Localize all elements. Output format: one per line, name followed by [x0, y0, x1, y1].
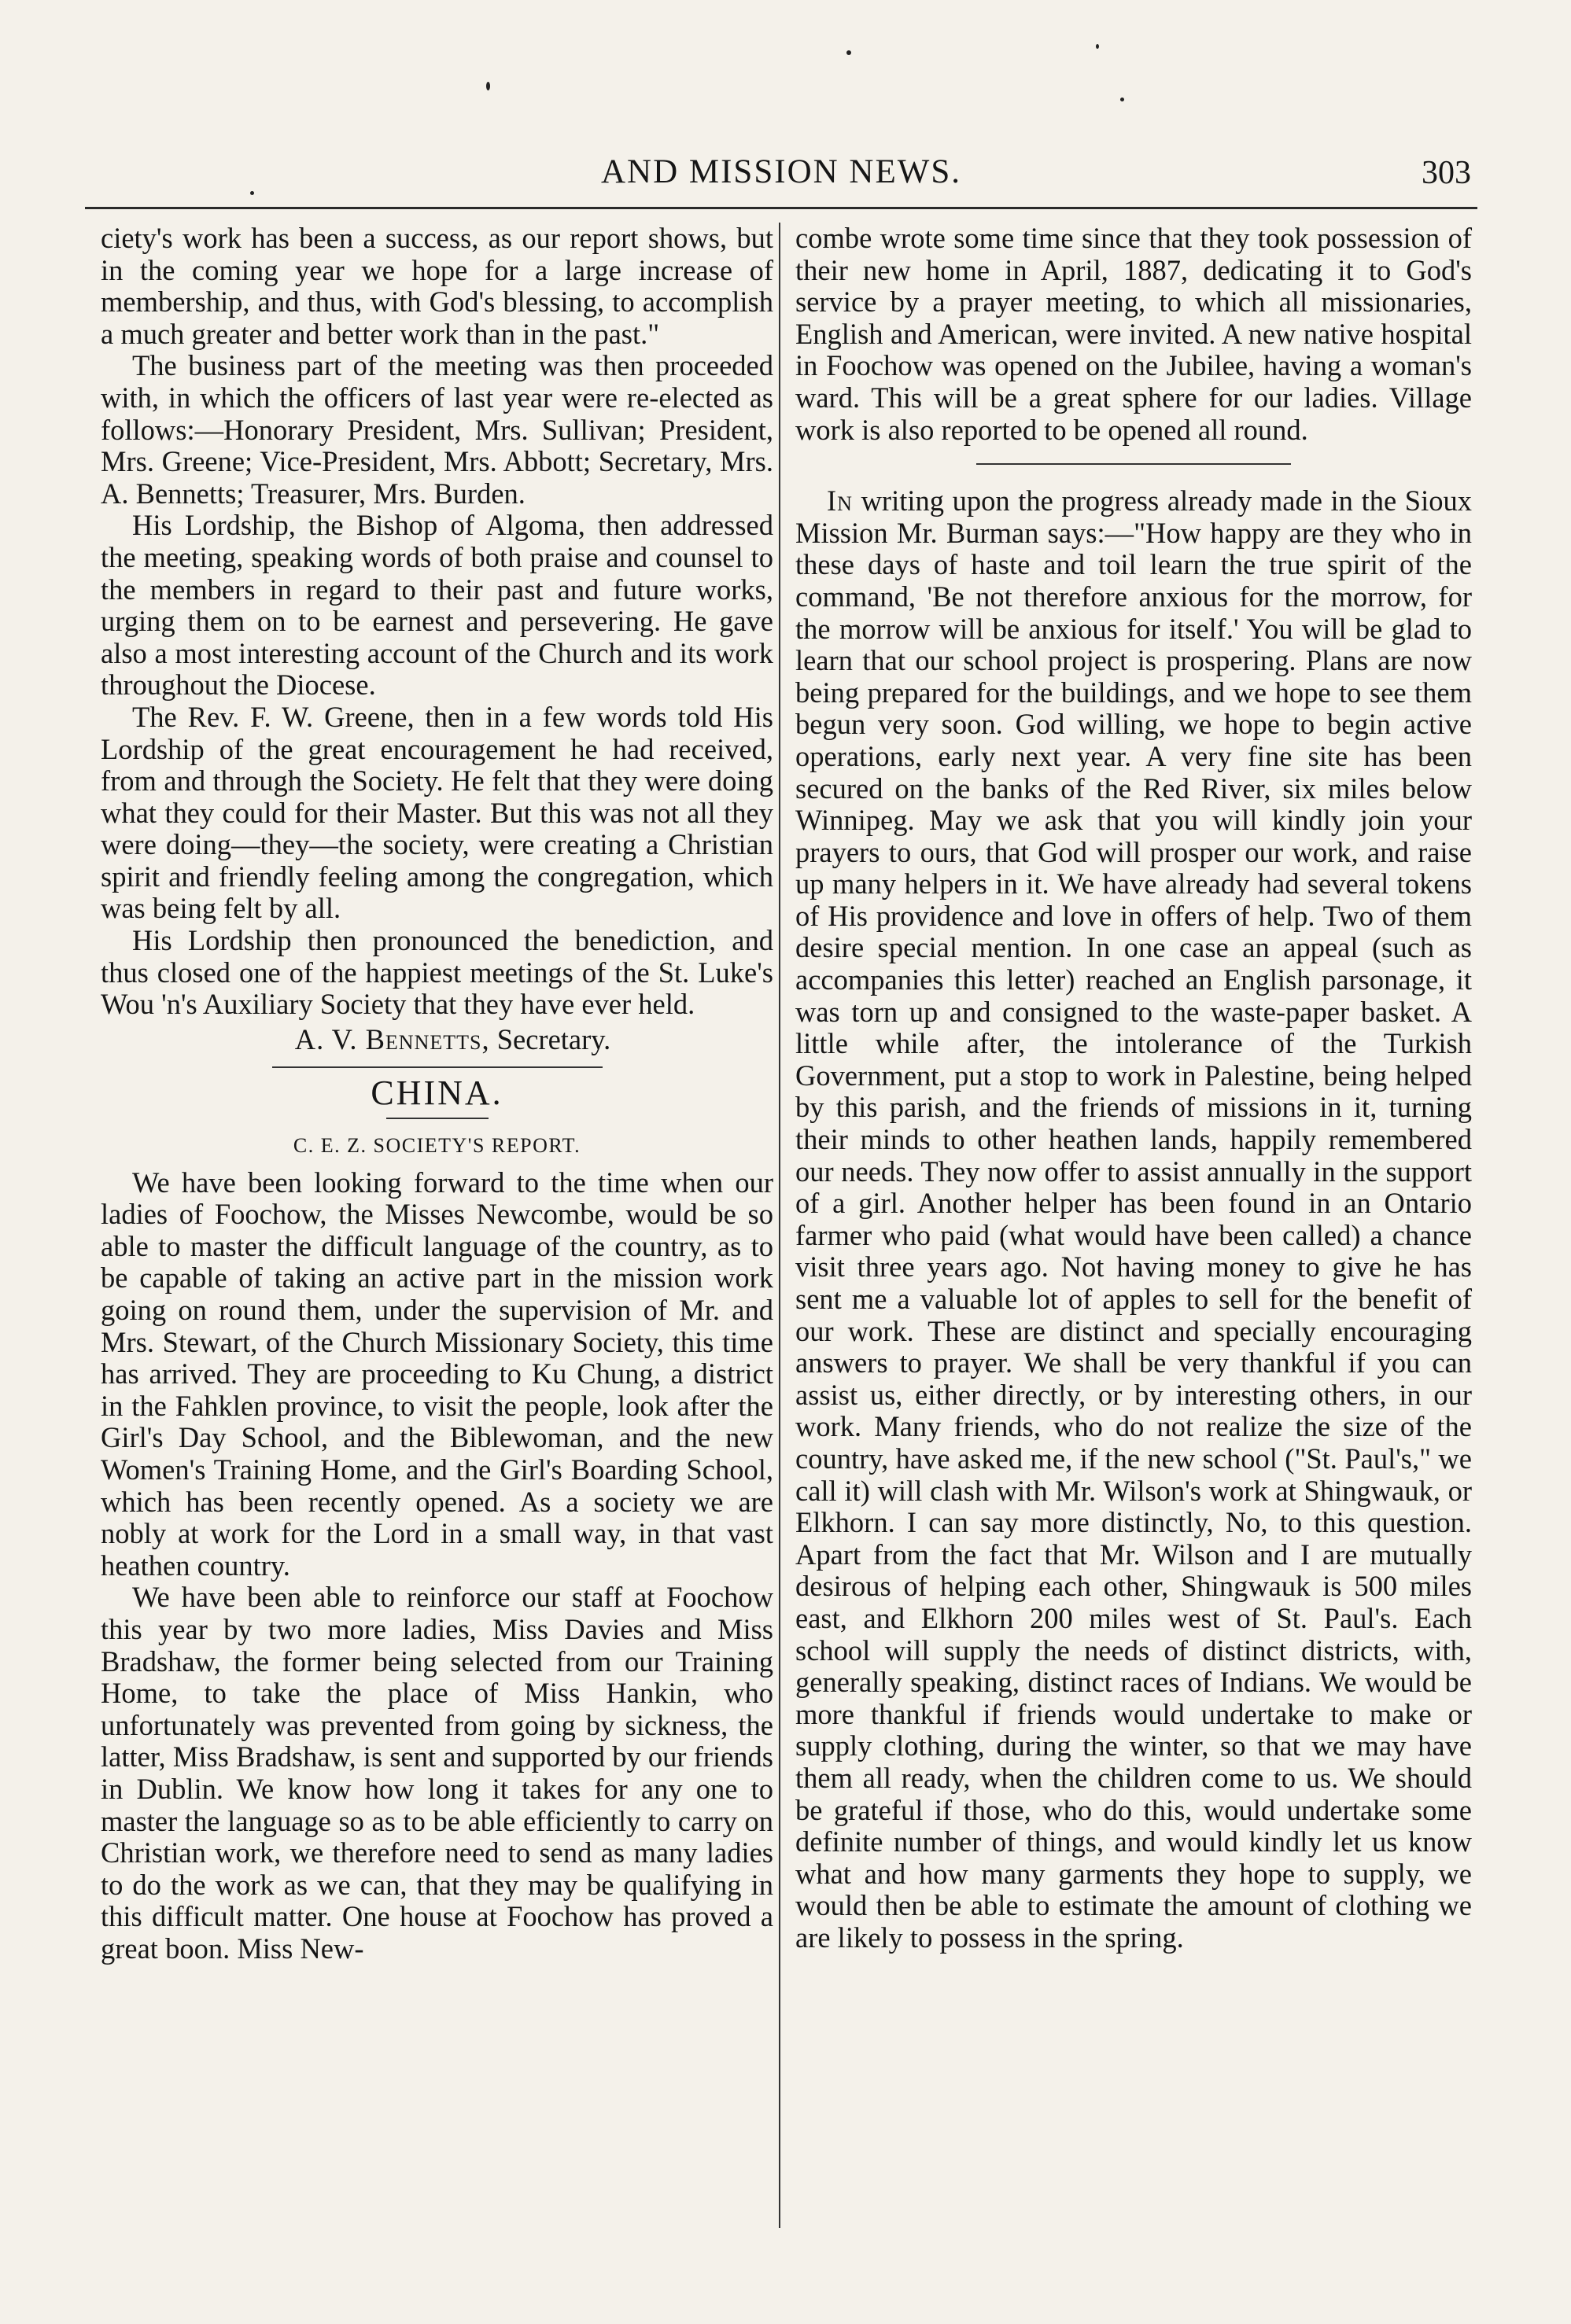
paragraph: combe wrote some time since that they took possession of their new home in April, 1887, dedicating it to God's service by a prayer meeting, to which all missionaries, English and American, were invited. A new native hospital in Foochow was opened on the Jubilee, having a woman's ward. This will be a great sphere for our ladies. Village work is also reported to be opened all round.	[795, 222, 1472, 446]
page-header	[85, 148, 1477, 195]
drop-initial: In	[827, 484, 853, 517]
paragraph: His Lordship then pronounced the benediction, and thus closed one of the happiest meetings of the St. Luke's Wou 'n's Auxiliary Society that they have ever held.	[101, 924, 773, 1021]
print-speck	[846, 50, 851, 55]
print-speck	[1096, 44, 1099, 49]
section-heading: CHINA.	[371, 1074, 503, 1113]
signature-name: A. V. Bennetts,	[294, 1022, 490, 1055]
page-number: 303	[1422, 155, 1471, 191]
paragraph: We have been looking forward to the time when our ladies of Foochow, the Misses Newcombe, would be so able to master the difficult language of the country, as to be capable of taking an active part in the mission work going on round them, under the supervision of Mr. and Mrs. Stewart, of the Church Missionary Society, this time has arrived. They are proceeding to Ku Chung, a district in the Fahklen province, to visit the people, look after the Girl's Day School, and the Biblewoman, and the new Women's Training Home, and the Girl's Boarding School, which has been recently opened. As a society we are nobly at work for the Lord in a small way, in that vast heathen country.	[101, 1166, 773, 1582]
right-column	[795, 223, 1472, 1954]
paragraph: His Lordship, the Bishop of Algoma, then addressed the meeting, speaking words of both praise and counsel to the members in regard to their past and future works, urging them on to be earnest and persevering. He gave also a most interesting account of the Church and its work throughout the Diocese.	[101, 509, 773, 702]
paragraph: The Rev. F. W. Greene, then in a few words told His Lordship of the great encouragement he had received, from and through the Society. He felt that they were doing what they could for their Master. But this was not all they were doing—they—the society, were creating a Christian spirit and friendly feeling among the congregation, which was being felt by all.	[101, 700, 773, 925]
signature	[132, 1024, 773, 1056]
section-divider	[976, 463, 1291, 465]
paragraph: We have been able to reinforce our staff at Foochow this year by two more ladies, Miss Davies and Miss Bradshaw, the former being selected from our Training Home, to take the place of Miss Hankin, who unfortunately was prevented from going by sickness, the latter, Miss Bradshaw, is sent and supported by our friends in Dublin. We know how long it takes for any one to master the language so as to be able efficiently to carry on Christian work, we therefore need to send as many ladies to do the work as we can, that they may be qualifying in this difficult matter. One house at Foochow has proved a great boon. Miss New-	[101, 1581, 773, 1965]
print-speck	[1120, 98, 1124, 101]
heading-underline	[386, 1118, 489, 1119]
paragraph: ciety's work has been a success, as our report shows, but in the coming year we hope for a large increase of membership, and thus, with God's blessing, to accomplish a much greater and better work than in the past."	[101, 222, 773, 350]
paragraph-text: writing upon the progress already made in the Sioux Mission Mr. Burman says:—"How happy are they who in these days of haste and toil learn the true spirit of the command, 'Be not therefore anxious for the morrow, for the morrow will be anxious for itself.' You will be glad to learn that our school project is prospering. Plans are now being prepared for the buildings, and we hope to see them begun very soon. God willing, we hope to begin active operations, early next year. A very fine site has been secured on the banks of the Red River, six miles below Winnipeg. May we ask that you will kindly join your prayers to ours, that God will prosper our work, and raise up many helpers in it. We have already had several tokens of His providence and love in offers of help. Two of them desire special mention. In one case an appeal (such as accompanies this letter) reached an English parsonage, it was torn up and consigned to the waste-paper basket. A little while after, the intolerance of the Turkish Government, put a stop to work in Palestine, being helped by this parish, and the friends of missions in it, turning their minds to other heathen lands, happily remembered our needs. They now offer to assist annually in the support of a girl. Another helper has been found in an Ontario farmer who paid (what would have been called) a chance visit three years ago. Not having money to give he has sent me a valuable lot of apples to sell for the benefit of our work. These are distinct and specially encouraging answers to prayer. We shall be very thankful if you can assist us, either directly, or by interesting others, in our work. Many friends, who do not realize the size of the country, have asked me, if the new school ("St. Paul's," we call it) will clash with Mr. Wilson's work at Shingwauk, or Elkhorn. I can say more distinctly, No, to this question. Apart from the fact that Mr. Wilson and I are mutually desirous of helping each other, Shingwauk is 500 miles east, and Elkhorn 200 miles west of St. Paul's. Each school will supply the needs of distinct districts, with, generally speaking, distinct races of Indians. We would be more thankful if friends would undertake to make or supply clothing, during the winter, so that we may have them all ready, when the children come to us. We should be grateful if those, who do this, would undertake some definite number of things, and would kindly let us know what and how many garments they hope to supply, we would then be able to estimate the amount of clothing we are likely to possess in the spring.	[795, 484, 1472, 1954]
column-divider	[779, 223, 780, 2228]
paragraph	[795, 485, 1472, 1954]
sub-heading: C. E. Z. SOCIETY'S REPORT.	[293, 1134, 581, 1158]
running-title: AND MISSION NEWS.	[600, 153, 962, 190]
signature-role: Secretary.	[496, 1022, 611, 1055]
header-rule	[85, 207, 1477, 209]
print-speck	[486, 82, 490, 90]
section-divider	[272, 1066, 603, 1068]
left-column	[101, 223, 773, 1965]
paragraph: The business part of the meeting was then proceeded with, in which the officers of last year were re-elected as follows:—Honorary President, Mrs. Sullivan; President, Mrs. Greene; Vice-President, Mrs. Abbott; Secretary, Mrs. A. Bennetts; Treasurer, Mrs. Burden.	[101, 349, 773, 510]
